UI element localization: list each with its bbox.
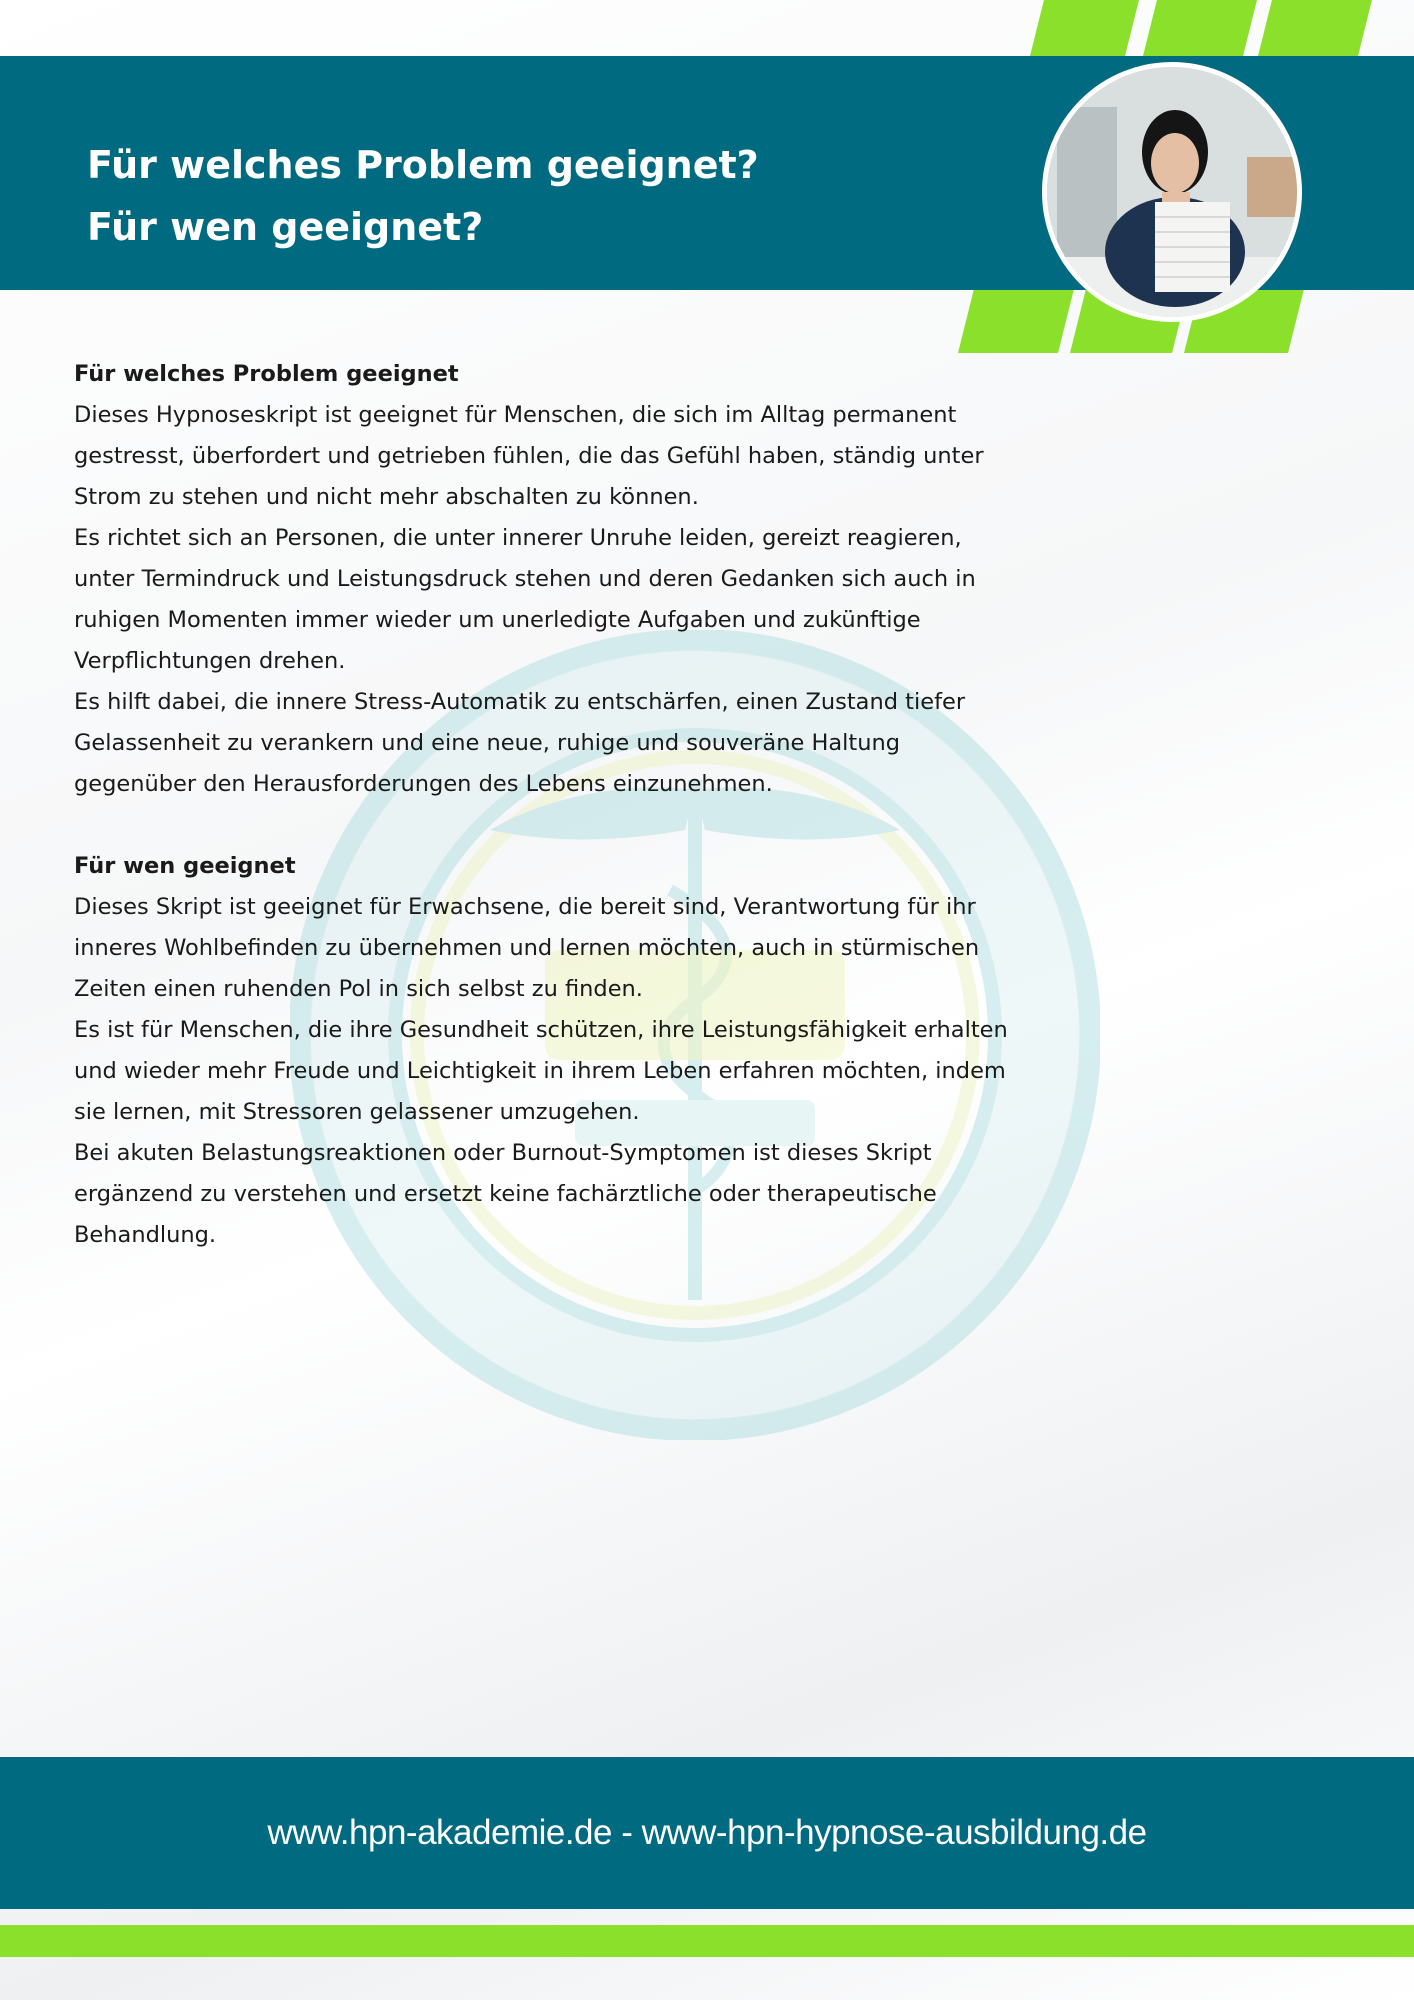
title-line: Für wen geeignet? (87, 205, 484, 249)
main-content (74, 354, 1008, 1256)
page-title (87, 134, 759, 258)
paragraph-line: Strom zu stehen und nicht mehr abschalten zu können. (74, 484, 699, 510)
title-line: Für welches Problem geeignet? (87, 143, 759, 187)
paragraph-line: Verpflichtungen drehen. (74, 648, 346, 674)
decor-stripe (1143, 0, 1257, 56)
paragraph-line: sie lernen, mit Stressoren gelassener umzugehen. (74, 1099, 640, 1125)
footer-band (0, 1757, 1414, 1909)
footer-accent-bar (0, 1925, 1414, 1957)
paragraph-line: Es ist für Menschen, die ihre Gesundheit schützen, ihre Leistungsfähigkeit erhalten (74, 1017, 1008, 1043)
decor-stripe (958, 290, 1074, 353)
paragraph-line: gegenüber den Herausforderungen des Lebens einzunehmen. (74, 771, 773, 797)
paragraph-line: ergänzend zu verstehen und ersetzt keine fachärztliche oder therapeutische (74, 1181, 937, 1207)
paragraph-line: Bei akuten Belastungsreaktionen oder Burnout-Symptomen ist dieses Skript (74, 1140, 932, 1166)
paragraph-line: Behandlung. (74, 1222, 217, 1248)
paragraph-line: Es richtet sich an Personen, die unter innerer Unruhe leiden, gereizt reagieren, (74, 525, 962, 551)
paragraph-line: inneres Wohlbefinden zu übernehmen und lernen möchten, auch in stürmischen (74, 935, 980, 961)
paragraph-line: Es hilft dabei, die innere Stress-Automatik zu entschärfen, einen Zustand tiefer (74, 689, 966, 715)
paragraph-line: Dieses Skript ist geeignet für Erwachsene, die bereit sind, Verantwortung für ihr (74, 894, 976, 920)
decor-stripe (1258, 0, 1372, 56)
section-heading: Für welches Problem geeignet (74, 361, 459, 387)
person-photo-illustration (1047, 67, 1297, 317)
paragraph-line: Gelassenheit zu verankern und eine neue, ruhige und souveräne Haltung (74, 730, 901, 756)
paragraph-line: Zeiten einen ruhenden Pol in sich selbst zu finden. (74, 976, 643, 1002)
section-heading: Für wen geeignet (74, 853, 296, 879)
paragraph-line: und wieder mehr Freude und Leichtigkeit in ihrem Leben erfahren möchten, indem (74, 1058, 1006, 1084)
section-spacer (74, 805, 1008, 846)
paragraph-line: unter Termindruck und Leistungsdruck stehen und deren Gedanken sich auch in (74, 566, 976, 592)
header-photo (1042, 62, 1302, 322)
paragraph-line: Dieses Hypnoseskript ist geeignet für Menschen, die sich im Alltag permanent (74, 402, 957, 428)
paragraph-line: ruhigen Momenten immer wieder um unerledigte Aufgaben und zukünftige (74, 607, 921, 633)
paragraph-line: gestresst, überfordert und getrieben fühlen, die das Gefühl haben, ständig unter (74, 443, 984, 469)
decor-stripe (1030, 0, 1139, 56)
footer-website-links[interactable]: www.hpn-akademie.de - www-hpn-hypnose-ausbildung.de (267, 1813, 1147, 1852)
